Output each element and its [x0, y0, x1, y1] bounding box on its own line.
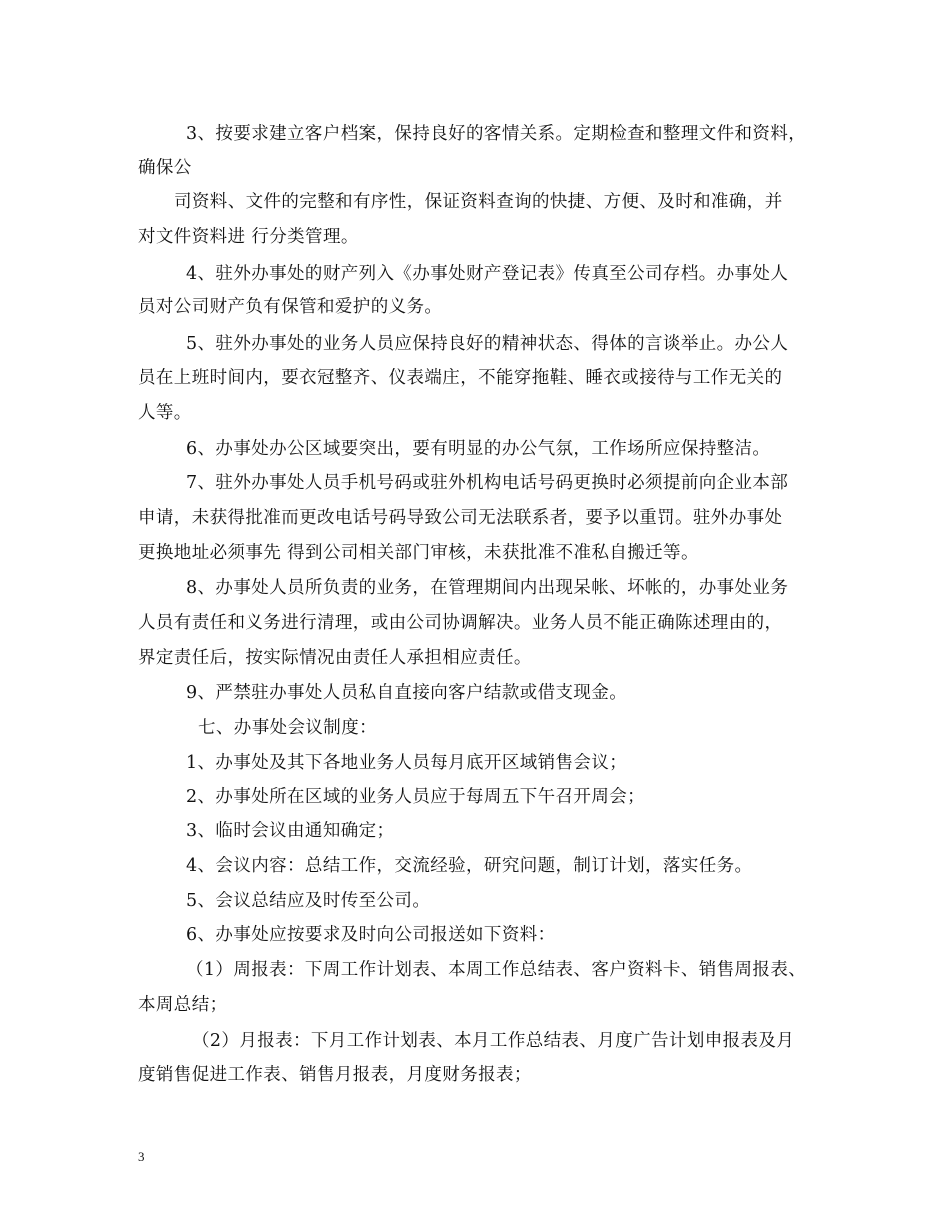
- paragraph-line: 8、办事处人员所负责的业务，在管理期间内出现呆帐、坏帐的，办事处业务: [186, 578, 789, 598]
- paragraph-line: 人员有责任和义务进行清理，或由公司协调解决。业务人员不能正确陈述理由的，: [138, 613, 783, 633]
- paragraph-line: 6、办事处办公区域要突出，要有明显的办公气氛，工作场所应保持整洁。: [186, 439, 771, 459]
- paragraph-line: 确保公: [138, 158, 192, 178]
- paragraph-line: 1、办事处及其下各地业务人员每月底开区域销售会议；: [186, 753, 628, 773]
- paragraph-line: 5、驻外办事处的业务人员应保持良好的精神状态、得体的言谈举止。办公人: [186, 334, 789, 354]
- paragraph-line: 度销售促进工作表、销售月报表，月度财务报表；: [138, 1065, 532, 1085]
- paragraph-line: 司资料、文件的完整和有序性，保证资料查询的快捷、方便、及时和准确，并: [174, 192, 783, 212]
- paragraph-line: 人等。: [138, 403, 192, 423]
- paragraph-line: 7、驻外办事处人员手机号码或驻外机构电话号码更换时必须提前向企业本部: [186, 473, 789, 493]
- paragraph-line: 3、临时会议由通知确定；: [186, 821, 395, 841]
- paragraph-line: 对文件资料进 行分类管理。: [138, 227, 359, 247]
- paragraph-line: 5、会议总结应及时传至公司。: [186, 891, 431, 911]
- paragraph-line: 申请，未获得批准而更改电话号码导致公司无法联系者，要予以重罚。驻外办事处: [138, 508, 783, 528]
- paragraph-line: 更换地址必须事先 得到公司相关部门审核，未获批准不准私自搬迁等。: [138, 543, 699, 563]
- paragraph-line: 界定责任后，按实际情况由责任人承担相应责任。: [138, 648, 532, 668]
- page-number: 3: [138, 1149, 145, 1164]
- paragraph-line: 员对公司财产负有保管和爱护的义务。: [138, 297, 443, 317]
- paragraph-line: 3、按要求建立客户档案，保持良好的客情关系。定期检查和整理文件和资料，: [186, 124, 807, 144]
- paragraph-line: 4、会议内容：总结工作，交流经验，研究问题，制订计划，落实任务。: [186, 856, 753, 876]
- paragraph-line: 本周总结；: [138, 995, 228, 1015]
- paragraph-line: （1）周报表：下周工作计划表、本周工作总结表、客户资料卡、销售周报表、: [186, 960, 807, 980]
- paragraph-line: 2、办事处所在区域的业务人员应于每周五下午召开周会；: [186, 787, 646, 807]
- section-heading: 七、办事处会议制度：: [198, 718, 377, 738]
- paragraph-line: 员在上班时间内，要衣冠整齐、仪表端庄，不能穿拖鞋、睡衣或接待与工作无关的: [138, 368, 783, 388]
- paragraph-line: 6、办事处应按要求及时向公司报送如下资料：: [186, 925, 556, 945]
- paragraph-line: 9、严禁驻办事处人员私自直接向客户结款或借支现金。: [186, 683, 628, 703]
- paragraph-line: 4、驻外办事处的财产列入《办事处财产登记表》传真至公司存档。办事处人: [186, 264, 789, 284]
- paragraph-line: （2）月报表：下月工作计划表、本月工作总结表、月度广告计划申报表及月: [192, 1031, 795, 1051]
